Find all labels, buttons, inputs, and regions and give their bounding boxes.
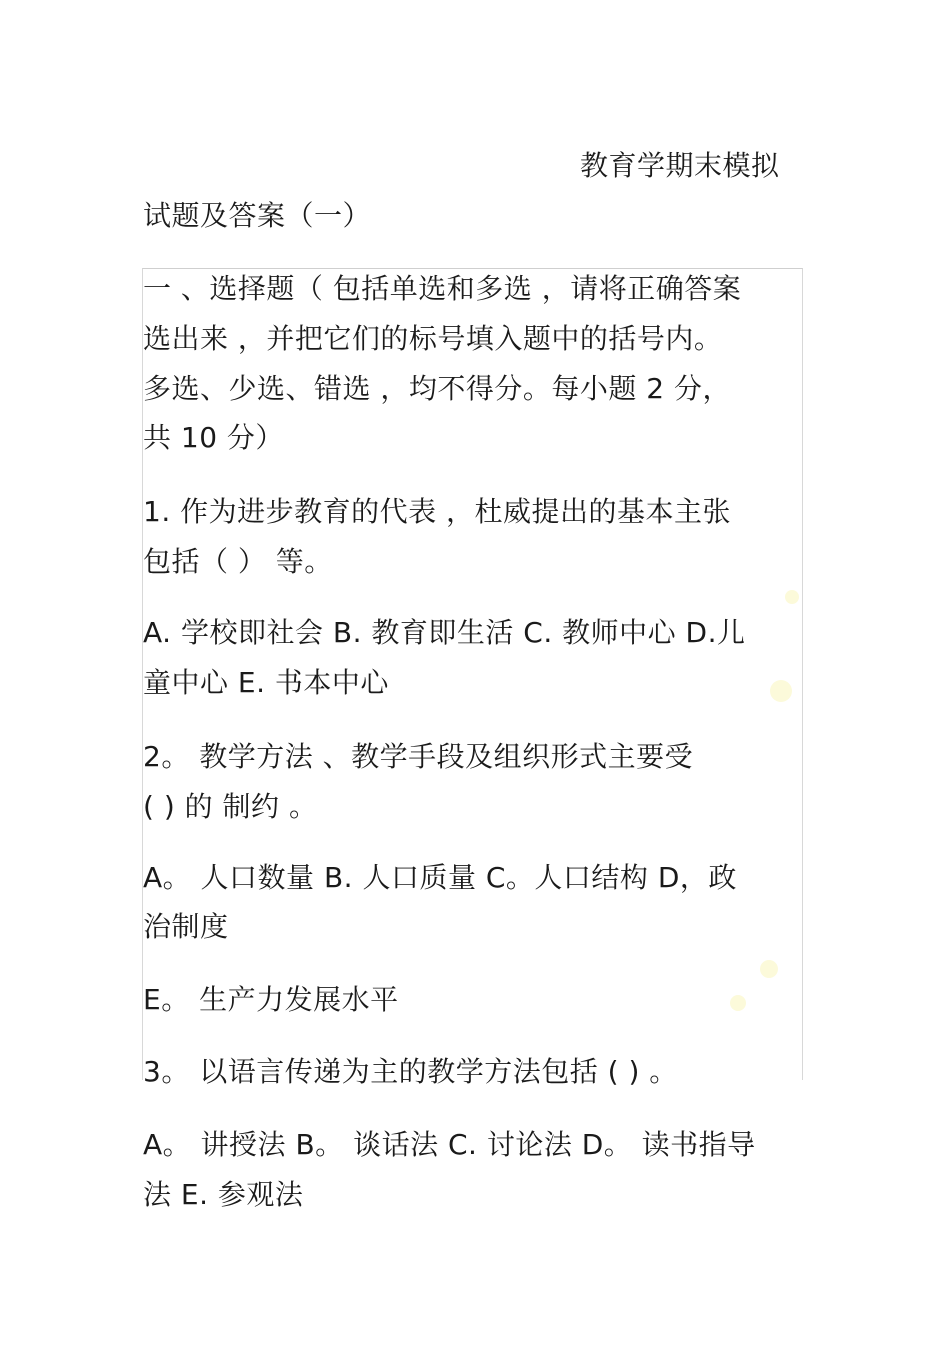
section-instruction-line: 共 10 分） bbox=[143, 421, 284, 454]
scan-speck bbox=[730, 995, 746, 1011]
question-1-stem: 包括（ ） 等。 bbox=[143, 545, 333, 578]
question-1-options: 童中心 E. 书本中心 bbox=[143, 666, 389, 699]
question-2-options: E。 生产力发展水平 bbox=[143, 983, 399, 1016]
section-instruction-line: 一 、选择题（ 包括单选和多选 ，请将正确答案 bbox=[143, 272, 742, 305]
question-1-options: A. 学校即社会 B. 教育即生活 C. 教师中心 D.儿 bbox=[143, 616, 746, 649]
question-3-options: 法 E. 参观法 bbox=[143, 1178, 304, 1211]
scan-speck bbox=[760, 960, 778, 978]
question-2-stem: ( ) 的 制约 。 bbox=[143, 790, 318, 823]
document-title-part2: 试题及答案（一） bbox=[143, 199, 372, 232]
question-2-options: 治制度 bbox=[143, 910, 229, 943]
question-2-stem: 2。 教学方法 、教学手段及组织形式主要受 bbox=[143, 740, 694, 773]
section-instruction-line: 选出来 ，并把它们的标号填入题中的括号内。 bbox=[143, 322, 723, 355]
scan-speck bbox=[785, 590, 799, 604]
question-3-stem: 3。 以语言传递为主的教学方法包括 ( ) 。 bbox=[143, 1055, 678, 1088]
document-title-part1: 教育学期末模拟 bbox=[580, 149, 780, 182]
section-instruction-line: 多选、少选、错选 ，均不得分。每小题 2 分， bbox=[143, 372, 732, 405]
question-3-options: A。 讲授法 B。 谈话法 C. 讨论法 D。 读书指导 bbox=[143, 1128, 756, 1161]
question-2-options: A。 人口数量 B. 人口质量 C。人口结构 D，政 bbox=[143, 861, 737, 894]
question-1-stem: 1. 作为进步教育的代表 ，杜威提出的基本主张 bbox=[143, 495, 732, 528]
scan-speck bbox=[770, 680, 792, 702]
